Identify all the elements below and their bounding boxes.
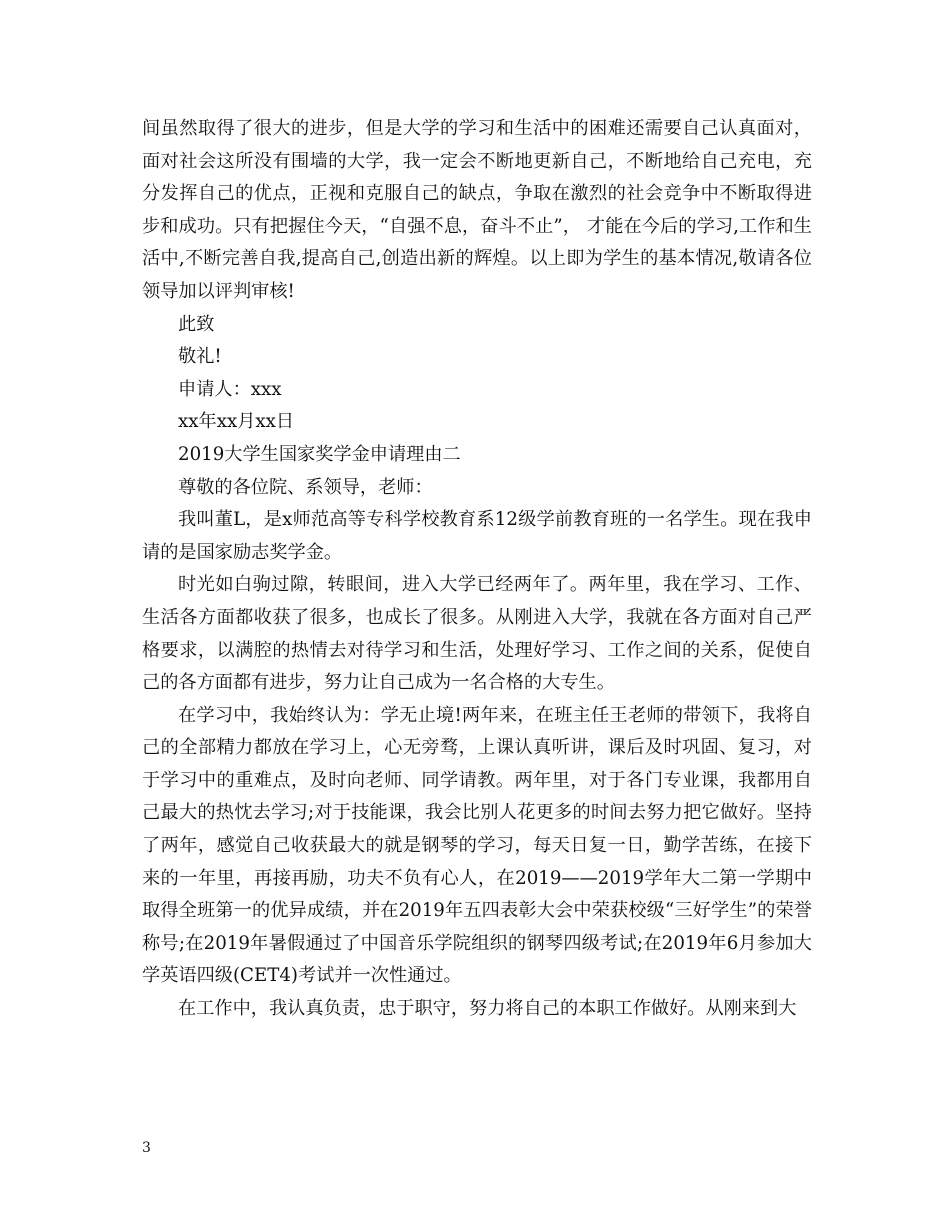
date-line: xx年xx月xx日: [178, 411, 295, 433]
greeting-line: 尊敬的各位院、系领导，老师：: [178, 476, 433, 498]
applicant-line: 申请人：xxx: [178, 378, 282, 400]
paragraph-time: 时光如白驹过隙，转眼间，进入大学已经两年了。两年里，我在学习、工作、生活各方面都收获了很多，也成长了很多。从刚进入大学，我就在各方面对自己严格要求，以满腔的热情去对待学习和生活，处理好学习、工作之间的关系，促使自己的各方面都有进步，努力让自己成为一名合格的大专生。: [142, 574, 812, 694]
page-number: 3: [142, 1140, 151, 1156]
paragraph-study: 在学习中，我始终认为：学无止境!两年来，在班主任王老师的带领下，我将自己的全部精力都放在学习上，心无旁骛，上课认真听讲，课后及时巩固、复习，对于学习中的重难点，及时向老师、同学请教。两年里，对于各门专业课，我都用自己最大的热忱去学习;对于技能课，我会比别人花更多的时间去努力把它做好。坚持了两年，感觉自己收获最大的就是钢琴的学习，每天日复一日，勤学苦练，在接下来的一年里，再接再励，功夫不负有心人，在2019——2019学年大二第一学期中取得全班第一的优异成绩，并在2019年五四表彰大会中荣获校级“三好学生”的荣誉称号;在2019年暑假通过了中国音乐学院组织的钢琴四级考试;在2019年6月参加大学英语四级(CET4)考试并一次性通过。: [142, 704, 812, 987]
closing-respect: 敬礼!: [178, 346, 222, 368]
document-body: [142, 113, 812, 1026]
paragraph-intro: 我叫董L，是x师范高等专科学校教育系12级学前教育班的一名学生。现在我申请的是国家励志奖学金。: [142, 509, 812, 563]
closing-salutation: 此致: [178, 313, 215, 335]
section-title: 2019大学生国家奖学金申请理由二: [178, 443, 461, 465]
paragraph-work: 在工作中，我认真负责，忠于职守，努力将自己的本职工作做好。从刚来到大: [178, 998, 797, 1020]
paragraph-continuation: 间虽然取得了很大的进步，但是大学的学习和生活中的困难还需要自己认真面对，面对社会这所没有围墙的大学，我一定会不断地更新自己，不断地给自己充电，充分发挥自己的优点，正视和克服自己的缺点，争取在激烈的社会竞争中不断取得进步和成功。只有把握住今天，“自强不息，奋斗不止”， 才能在今后的学习,工作和生活中,不断完善自我,提高自己,创造出新的辉煌。以上即为学生的基本情况,敬请各位领导加以评判审核!: [142, 118, 812, 302]
